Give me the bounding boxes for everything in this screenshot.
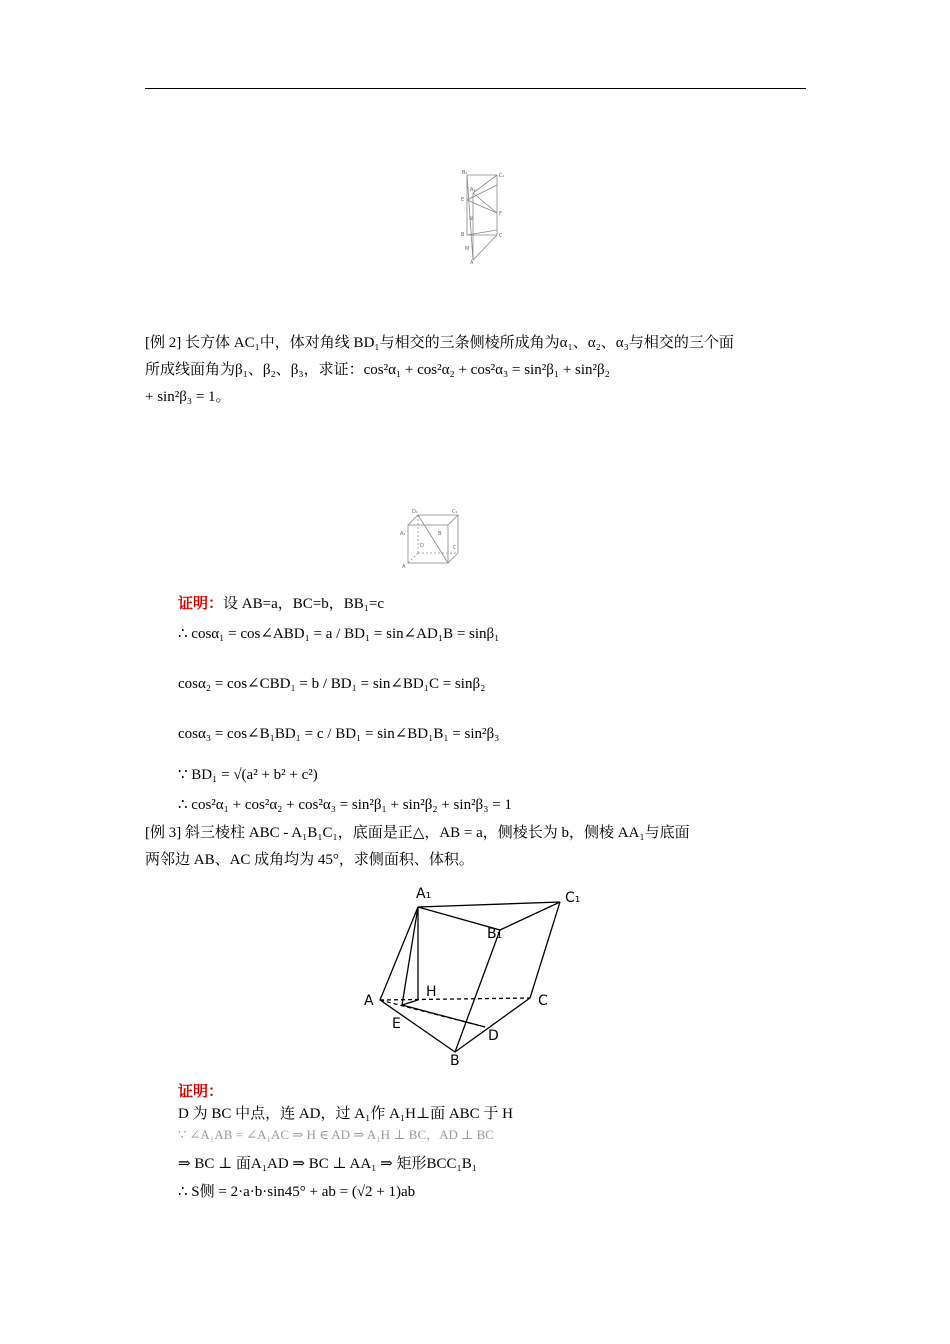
example2-text bbox=[145, 330, 810, 411]
fig1-label-b: B bbox=[461, 232, 465, 238]
example2-line1: [例 2] 长方体 AC₁中，体对角线 BD₁与相交的三条侧棱所成角为α₁、α₂、α₃与相交的三个面 bbox=[145, 335, 734, 351]
fig1-label-m: M bbox=[465, 246, 470, 252]
header-rule bbox=[145, 88, 806, 89]
proof2-label: 证明： bbox=[178, 596, 224, 612]
figure-cuboid bbox=[398, 505, 463, 570]
fig3-label-a1: A₁ bbox=[416, 886, 432, 902]
fig3-label-b: B bbox=[450, 1053, 460, 1069]
proof2-setup-text: 设 AB=a，BC=b，BB₁=c bbox=[223, 596, 385, 612]
fig2-label-a1: A₁ bbox=[400, 531, 406, 537]
proof2-eq3: cosα₃ = cos∠B₁BD₁ = c / BD₁ = sin∠BD₁B₁ = sin²β₃ bbox=[178, 726, 500, 742]
fig1-label-f: F bbox=[499, 211, 502, 217]
proof2-eq2: cosα₂ = cos∠CBD₁ = b / BD₁ = sin∠BD₁C = sinβ₂ bbox=[178, 676, 486, 692]
fig3-label-b1: B₁ bbox=[487, 926, 503, 942]
proof2-eq5: ∴ cos²α₁ + cos²α₂ + cos²α₃ = sin²β₁ + sin²β₂ + sin²β₃ = 1 bbox=[178, 797, 512, 813]
proof2-eq4: ∵ BD₁ = √(a² + b² + c²) bbox=[178, 767, 318, 783]
fig3-label-d: D bbox=[488, 1028, 499, 1044]
fig2-label-c1: C₁ bbox=[452, 509, 458, 515]
fig1-label-a: A bbox=[470, 260, 474, 265]
fig3-label-c: C bbox=[538, 993, 548, 1009]
proof2-eq1: ∴ cosα₁ = cos∠ABD₁ = a / BD₁ = sin∠AD₁B = sinβ₁ bbox=[178, 626, 500, 642]
fig3-label-a: A bbox=[364, 993, 374, 1009]
figure-oblique-prism bbox=[360, 880, 600, 1070]
fig3-label-e: E bbox=[392, 1016, 401, 1032]
example2-line3: + sin²β₃ = 1。 bbox=[145, 389, 231, 405]
fig3-label-h: H bbox=[426, 984, 437, 1000]
figure-prism-small bbox=[455, 165, 510, 265]
proof3-label: 证明： bbox=[178, 1084, 224, 1100]
proof3-line4: ∴ S侧 = 2·a·b·sin45° + ab = (√2 + 1)ab bbox=[178, 1184, 416, 1200]
fig2-label-b: B bbox=[438, 531, 442, 537]
example3-text bbox=[145, 820, 810, 874]
fig2-label-d1: D₁ bbox=[412, 509, 418, 515]
fig1-label-b1: B₁ bbox=[462, 170, 468, 176]
proof2-setup bbox=[178, 592, 384, 613]
fig2-label-d: D bbox=[420, 543, 424, 549]
example3-line1: [例 3] 斜三棱柱 ABC - A₁B₁C₁，底面是正△，AB = a，侧棱长为 b，侧棱 AA₁与底面 bbox=[145, 825, 690, 841]
fig3-label-c1: C₁ bbox=[565, 890, 581, 906]
fig1-label-c1: C₁ bbox=[499, 173, 505, 179]
fig2-label-a: A bbox=[402, 564, 406, 570]
fig1-label-c: C bbox=[499, 233, 503, 239]
fig1-label-e: E bbox=[461, 197, 465, 203]
proof3-line2: ∵ ∠A₁AB = ∠A₁AC ⇒ H ∈ AD ⇒ A₁H ⊥ BC，AD ⊥ BC bbox=[178, 1127, 494, 1142]
fig2-label-c: C bbox=[453, 545, 457, 551]
proof3-line1: D 为 BC 中点，连 AD，过 A₁作 A₁H⊥面 ABC 于 H bbox=[178, 1106, 513, 1122]
example2-line2: 所成线面角为β₁、β₂、β₃，求证：cos²α₁ + cos²α₂ + cos²α₃ = sin²β₁ + sin²β₂ bbox=[145, 362, 610, 378]
fig1-label-n: N bbox=[469, 216, 473, 222]
proof3-line3: ⇒ BC ⊥ 面A₁AD ⇒ BC ⊥ AA₁ ⇒ 矩形BCC₁B₁ bbox=[178, 1156, 477, 1172]
example3-line2: 两邻边 AB、AC 成角均为 45°，求侧面积、体积。 bbox=[145, 852, 474, 868]
fig1-label-a1: A₁ bbox=[470, 187, 476, 193]
